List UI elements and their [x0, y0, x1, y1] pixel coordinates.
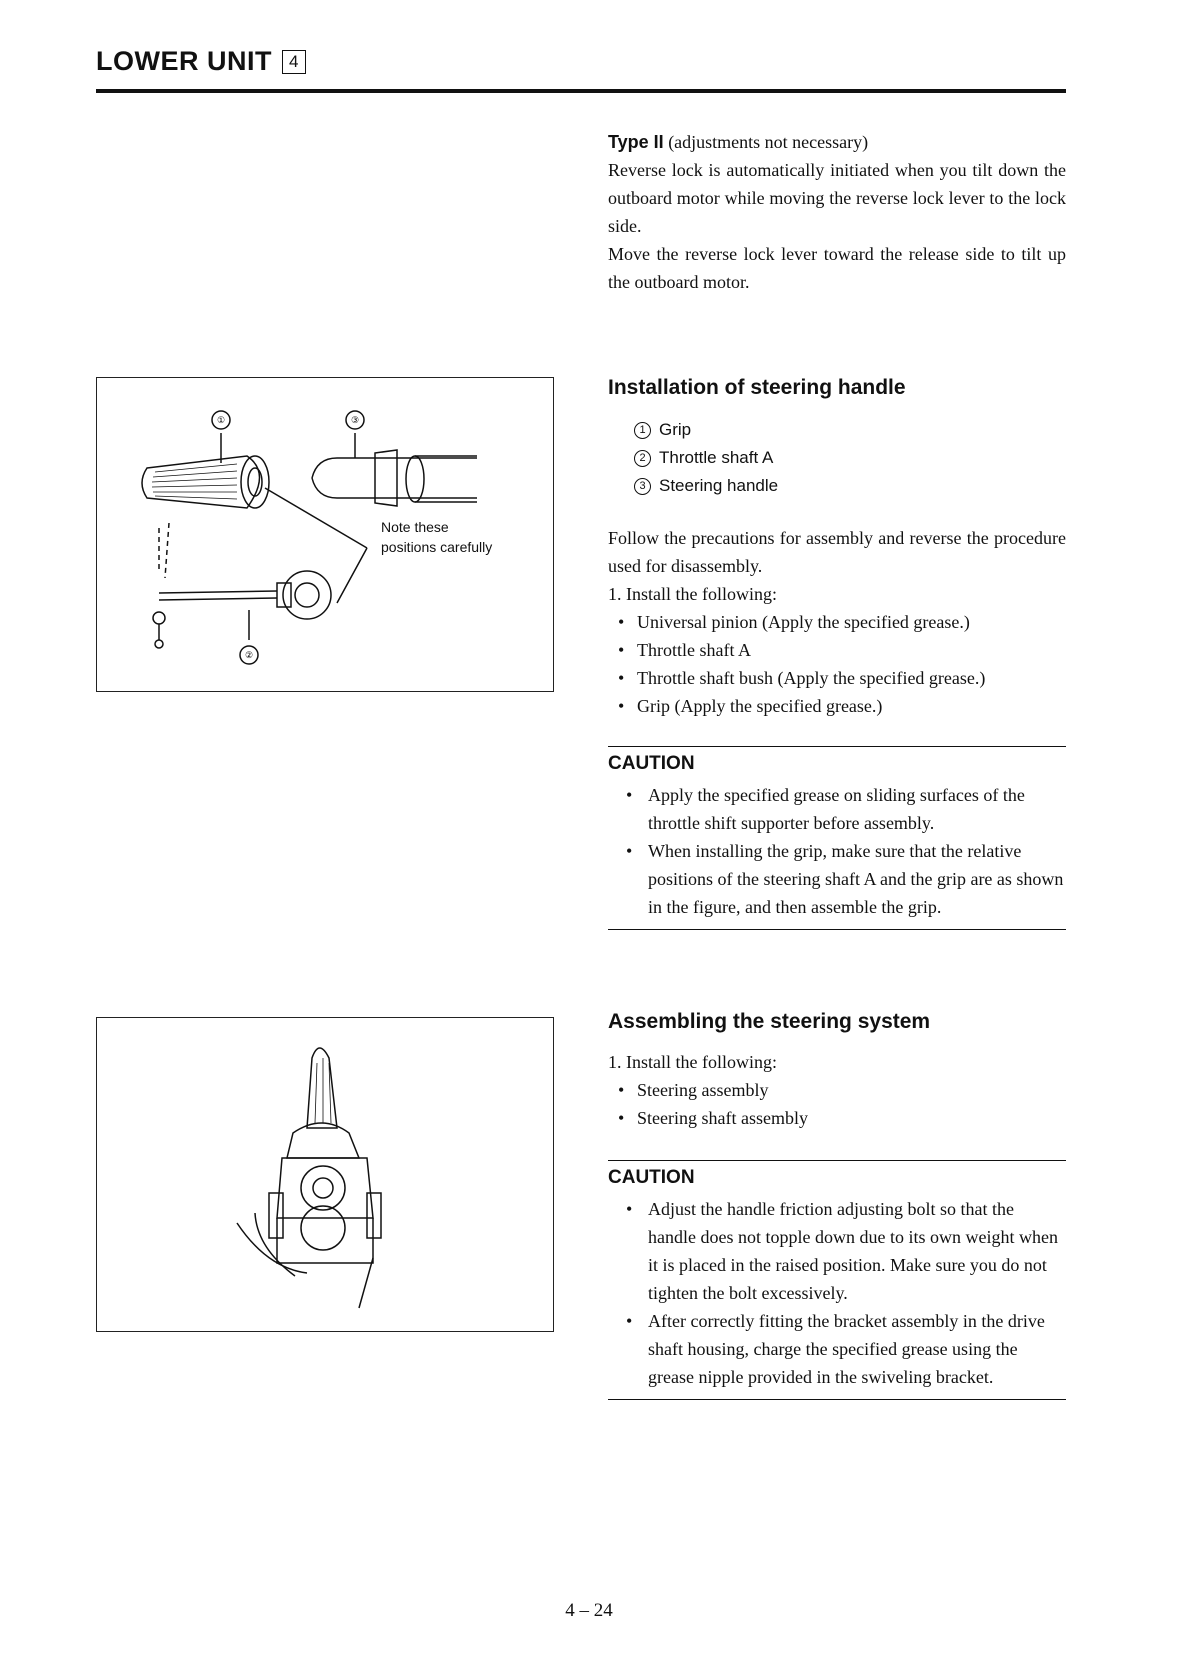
handle-top [307, 1048, 337, 1128]
figure-steering-assembly [96, 1017, 554, 1332]
caution-list [608, 1195, 1066, 1391]
steering-handle-title: Installation of steering handle [608, 376, 906, 399]
list-item: • Throttle shaft A [608, 636, 1066, 664]
caution-list [608, 781, 1066, 921]
type2-paragraph-1: Reverse lock is automatically initiated when you tilt down the outboard motor while moving the reverse lock lever to the lock side. [608, 160, 1066, 236]
caution-title: CAUTION [608, 1167, 695, 1188]
type2-subtitle: (adjustments not necessary) [668, 132, 869, 152]
steering-system-title: Assembling the steering system [608, 1010, 931, 1033]
list-item: • Steering shaft assembly [608, 1104, 1066, 1132]
legend-num: 1 [634, 422, 651, 439]
figure1-callout [381, 517, 492, 557]
label-1: ① [216, 415, 226, 425]
section-title [96, 46, 1066, 77]
steering-handle-items [608, 608, 1066, 720]
legend-text: Steering handle [659, 476, 779, 495]
callout-line-1: Note these [381, 519, 449, 535]
caution-box-1 [608, 746, 1066, 930]
legend-text: Throttle shaft A [659, 448, 774, 467]
caution-item: • Apply the specified grease on sliding surfaces of the throttle shift supporter before assembly. [608, 781, 1066, 837]
steering-system-items [608, 1076, 1066, 1132]
caution-item: • When installing the grip, make sure that the relative positions of the steering shaft A and the grip are as shown in the figure, and then assemble the grip. [608, 837, 1066, 921]
steering-handle-section [608, 376, 1066, 930]
caution-item: • After correctly fitting the bracket assembly in the drive shaft housing, charge the specified grease using the grease nipple provided in the swiveling bracket. [608, 1307, 1066, 1391]
header-rule [96, 89, 1066, 93]
section-title-text: LOWER UNIT [96, 46, 272, 76]
legend-item [634, 472, 1066, 500]
page-number: 4 – 24 [565, 1600, 613, 1621]
legend-item [634, 444, 1066, 472]
legend-item [634, 416, 1066, 444]
label-3: ③ [350, 415, 360, 425]
type2-paragraph-2: Move the reverse lock lever toward the release side to tilt up the outboard motor. [608, 244, 1066, 292]
type2-block [608, 128, 1066, 296]
label-2: ② [244, 650, 254, 660]
list-item: • Steering assembly [608, 1076, 1066, 1104]
steering-system-step: 1. Install the following: [608, 1052, 777, 1072]
steering-assembly-drawing [97, 1018, 553, 1331]
legend-text: Grip [659, 420, 692, 439]
chapter-number-box: 4 [282, 50, 306, 74]
steering-handle-intro: Follow the precautions for assembly and reverse the procedure used for disassembly. [608, 528, 1066, 576]
figure-grip-assembly [96, 377, 554, 692]
legend-num: 2 [634, 450, 651, 467]
caution-title: CAUTION [608, 753, 695, 774]
legend-list [608, 416, 1066, 500]
type2-heading [608, 128, 1066, 156]
list-item: • Universal pinion (Apply the specified grease.) [608, 608, 1066, 636]
caution-box-2 [608, 1160, 1066, 1400]
steering-handle-step: 1. Install the following: [608, 584, 777, 604]
page-header [96, 46, 1066, 77]
type2-title: Type II [608, 132, 664, 152]
list-item: • Grip (Apply the specified grease.) [608, 692, 1066, 720]
steering-system-section [608, 1010, 1066, 1400]
caution-item: • Adjust the handle friction adjusting bolt so that the handle does not topple down due to its own weight when it is placed in the raised position. Make sure you do not tighten the bolt excessively. [608, 1195, 1066, 1307]
callout-line-2: positions carefully [381, 539, 493, 555]
list-item: • Throttle shaft bush (Apply the specified grease.) [608, 664, 1066, 692]
legend-num: 3 [634, 478, 651, 495]
